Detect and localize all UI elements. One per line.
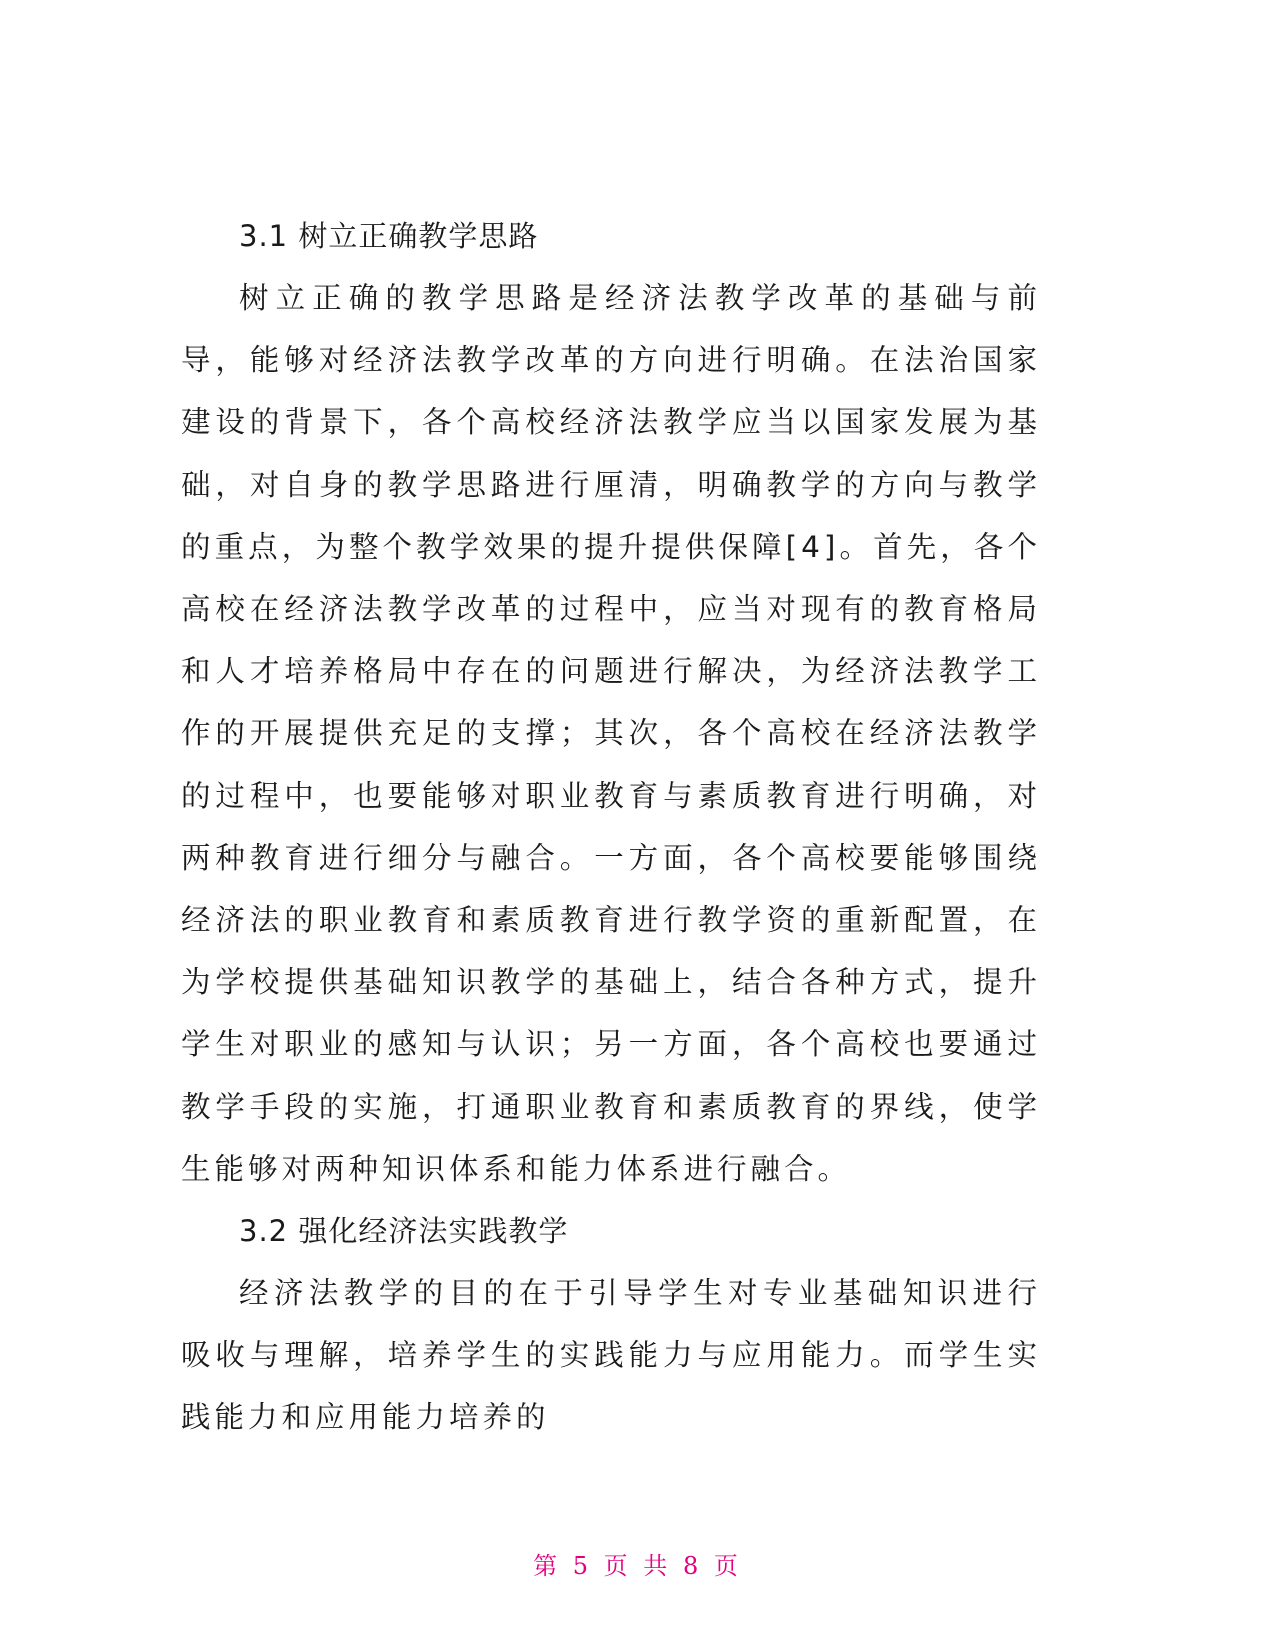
section-paragraph-3-2: 经济法教学的目的在于引导学生对专业基础知识进行吸收与理解，培养学生的实践能力与应用能力。而学生实践能力和应用能力培养的 [181, 1276, 1041, 1435]
section-heading-3-2: 3.2 强化经济法实践教学 [239, 1214, 569, 1249]
page-number-footer: 第 5 页 共 8 页 [533, 1552, 742, 1580]
document-body [181, 205, 1041, 1449]
section-heading-3-1: 3.1 树立正确教学思路 [239, 219, 539, 253]
section-paragraph-3-1: 树立正确的教学思路是经济法教学改革的基础与前导，能够对经济法教学改革的方向进行明确。在法治国家建设的背景下，各个高校经济法教学应当以国家发展为基础，对自身的教学思路进行厘清，明确教学的方向与教学的重点，为整个教学效果的提升提供保障[4]。首先，各个高校在经济法教学改革的过程中，应当对现有的教育格局和人才培养格局中存在的问题进行解决，为经济法教学工作的开展提供充足的支撑；其次，各个高校在经济法教学的过程中，也要能够对职业教育与素质教育进行明确，对两种教育进行细分与融合。一方面，各个高校要能够围绕经济法的职业教育和素质教育进行教学资的重新配置，在为学校提供基础知识教学的基础上，结合各种方式，提升学生对职业的感知与认识；另一方面，各个高校也要通过教学手段的实施，打通职业教育和素质教育的界线，使学生能够对两种知识体系和能力体系进行融合。 [181, 281, 1041, 1186]
